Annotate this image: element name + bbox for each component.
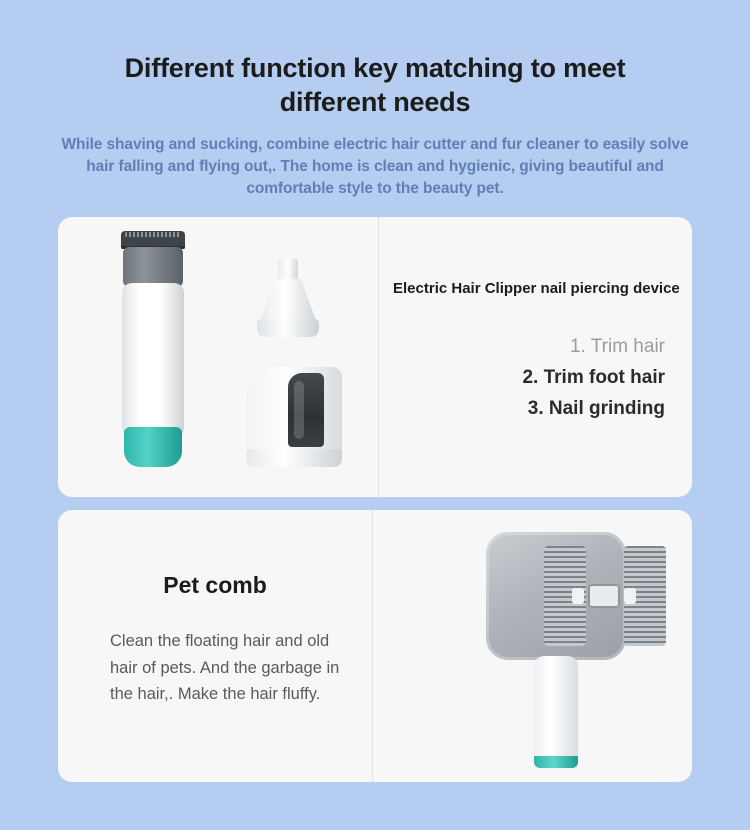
cone-attachment-stub: [278, 259, 298, 281]
comb-button-right: [624, 588, 636, 604]
comb-head: [486, 532, 626, 660]
clipper-cone-attachment-image: [253, 259, 323, 349]
clipper-neck: [123, 247, 183, 287]
list-item: 3. Nail grinding: [527, 397, 665, 419]
clipper-nail-grinder-attachment-image: [246, 367, 342, 467]
comb-handle-tip: [534, 756, 578, 768]
grinder-base: [246, 449, 342, 467]
pet-comb-card-body: Clean the floating hair and old hair of pets. And the garbage in the hair,. Make the hair fluffy.: [110, 632, 340, 704]
cone-attachment-base: [257, 319, 319, 337]
clipper-card-text-panel: [379, 217, 692, 497]
grinder-dark-panel: [288, 373, 324, 447]
page-subtitle: While shaving and sucking, combine electric hair cutter and fur cleaner to easily solve hair falling and flying out,. The home is clean and hygienic, giving beautiful and comfortable style to the beauty pet.: [61, 135, 689, 198]
clipper-body: [122, 283, 184, 443]
pet-comb-card: [58, 510, 692, 782]
list-item: 2. Trim foot hair: [522, 366, 665, 388]
clipper-card: [58, 217, 692, 497]
pet-comb-card-title: Pet comb: [163, 572, 267, 598]
clipper-base: [124, 427, 182, 467]
list-item: 1. Trim hair: [569, 336, 665, 357]
clipper-card-title: Electric Hair Clipper nail piercing device: [393, 280, 680, 297]
page-title: Different function key matching to meet different needs: [124, 53, 626, 117]
comb-handle: [534, 656, 578, 768]
comb-button-left: [572, 588, 584, 604]
pet-comb-image: [438, 532, 668, 782]
cone-attachment-body: [259, 279, 317, 323]
comb-center-window: [588, 584, 620, 608]
card-divider: [372, 510, 373, 782]
hair-clipper-image: [115, 231, 191, 481]
clipper-feature-list: [379, 332, 665, 424]
